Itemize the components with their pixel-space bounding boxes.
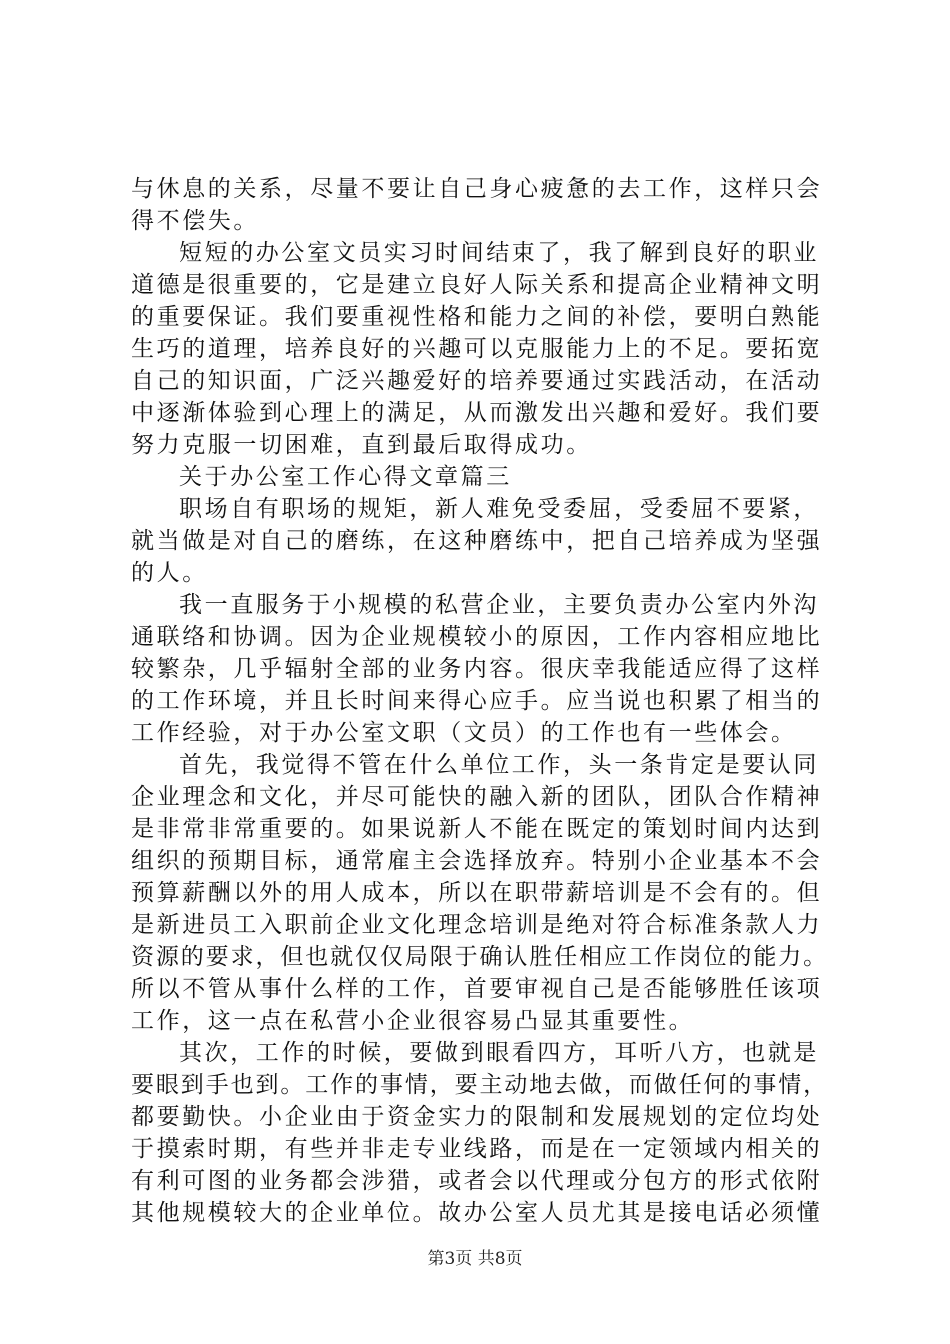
text-line: 的工作环境，并且长时间来得心应手。应当说也积累了相当的 bbox=[131, 688, 823, 714]
text-line: 努力克服一切困难，直到最后取得成功。 bbox=[131, 432, 592, 458]
text-line: 要眼到手也到。工作的事情，要主动地去做，而做任何的事情， bbox=[131, 1072, 828, 1098]
text-line: 就当做是对自己的磨练，在这种磨练中，把自己培养成为坚强 bbox=[131, 528, 823, 554]
text-line: 企业理念和文化，并尽可能快的融入新的团队，团队合作精神 bbox=[131, 784, 823, 810]
text-line: 是新进员工入职前企业文化理念培训是绝对符合标准条款人力 bbox=[131, 912, 823, 938]
text-line: 有利可图的业务都会涉猎，或者会以代理或分包方的形式依附 bbox=[131, 1168, 823, 1194]
text-line: 的人。 bbox=[131, 560, 208, 586]
text-line: 自己的知识面，广泛兴趣爱好的培养要通过实践活动，在活动 bbox=[131, 368, 823, 394]
text-line: 于摸索时期，有些并非走专业线路，而是在一定领域内相关的 bbox=[131, 1136, 823, 1162]
text-line: 工作经验，对于办公室文职（文员）的工作也有一些体会。 bbox=[131, 720, 797, 746]
body-text bbox=[131, 173, 831, 1229]
text-line: 其次，工作的时候，要做到眼看四方，耳听八方，也就是 bbox=[179, 1040, 819, 1066]
text-line: 预算薪酬以外的用人成本，所以在职带薪培训是不会有的。但 bbox=[131, 880, 823, 906]
text-line: 其他规模较大的企业单位。故办公室人员尤其是接电话必须懂 bbox=[131, 1200, 823, 1226]
text-line: 生巧的道理，培养良好的兴趣可以克服能力上的不足。要拓宽 bbox=[131, 336, 823, 362]
text-line: 的重要保证。我们要重视性格和能力之间的补偿，要明白熟能 bbox=[131, 304, 823, 330]
text-line: 所以不管从事什么样的工作，首要审视自己是否能够胜任该项 bbox=[131, 976, 823, 1002]
text-line: 资源的要求，但也就仅仅局限于确认胜任相应工作岗位的能力。 bbox=[131, 944, 828, 970]
text-line: 得不偿失。 bbox=[131, 208, 259, 234]
text-line: 都要勤快。小企业由于资金实力的限制和发展规划的定位均处 bbox=[131, 1104, 823, 1130]
text-line: 我一直服务于小规模的私营企业，主要负责办公室内外沟 bbox=[179, 592, 819, 618]
text-line: 关于办公室工作心得文章篇三 bbox=[179, 464, 512, 490]
text-line: 中逐渐体验到心理上的满足，从而激发出兴趣和爱好。我们要 bbox=[131, 400, 823, 426]
text-line: 通联络和协调。因为企业规模较小的原因，工作内容相应地比 bbox=[131, 624, 823, 650]
text-line: 职场自有职场的规矩，新人难免受委屈，受委屈不要紧， bbox=[179, 496, 819, 522]
text-line: 首先，我觉得不管在什么单位工作，头一条肯定是要认同 bbox=[179, 752, 819, 778]
text-line: 是非常非常重要的。如果说新人不能在既定的策划时间内达到 bbox=[131, 816, 823, 842]
text-line: 短短的办公室文员实习时间结束了，我了解到良好的职业 bbox=[179, 240, 819, 266]
text-line: 组织的预期目标，通常雇主会选择放弃。特别小企业基本不会 bbox=[131, 848, 823, 874]
page-footer: 第3页 共8页 bbox=[427, 1249, 523, 1269]
text-line: 工作，这一点在私营小企业很容易凸显其重要性。 bbox=[131, 1008, 695, 1034]
text-line: 较繁杂，几乎辐射全部的业务内容。很庆幸我能适应得了这样 bbox=[131, 656, 823, 682]
text-line: 道德是很重要的，它是建立良好人际关系和提高企业精神文明 bbox=[131, 272, 823, 298]
text-line: 与休息的关系，尽量不要让自己身心疲惫的去工作，这样只会 bbox=[131, 176, 823, 202]
